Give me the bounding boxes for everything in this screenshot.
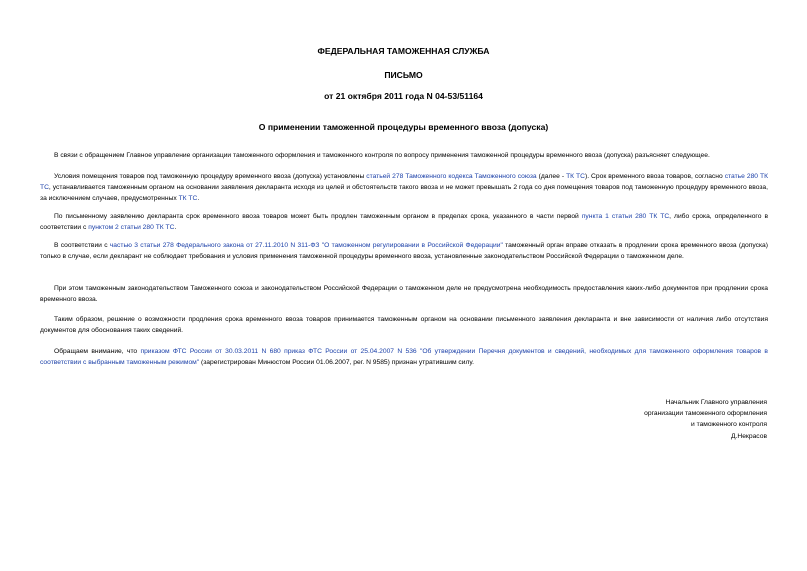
link-article-278-tk-ts[interactable]: статьей 278 Таможенного кодекса Таможенного союза: [366, 173, 537, 180]
paragraph-text: Обращаем внимание, что: [54, 348, 141, 355]
document-type-heading: ПИСЬМО: [384, 70, 423, 80]
paragraph-text: .: [197, 195, 200, 203]
paragraph-5: [40, 283, 768, 305]
paragraph-text: таможенный орган вправе отказать в продлении срока временного ввоза (допуска) только в случае, если декларант не соблюдает требования и условия применения таможенной процедуры временного ввоза, установленные законодательством Российской Федерации о таможенном деле.: [40, 242, 769, 261]
paragraph-text: Таким образом, решение о возможности продления срока временного ввоза товаров принимается таможенным органом на основании письменного заявления декларанта и вне зависимости от наличия либо отсутствия документов для обоснования таких сведений.: [40, 316, 768, 335]
paragraph-text: (далее -: [536, 173, 567, 180]
signature-position-line-2: организации таможенного оформления: [644, 410, 767, 418]
organization-heading: ФЕДЕРАЛЬНАЯ ТАМОЖЕННАЯ СЛУЖБА: [317, 46, 490, 56]
paragraph-7: [40, 346, 768, 368]
link-order-680[interactable]: приказом ФТС России от 30.03.2011 N 680: [140, 348, 281, 355]
paragraph-text: Условия помещения товаров под таможенную процедуру временного ввоза (допуска) установлены: [54, 173, 367, 180]
link-federal-law-311[interactable]: частью 3 статьи 278 Федерального закона от 27.11.2010 N 311-ФЗ "О таможенном регулировании в Российской Федерации": [109, 242, 503, 249]
paragraph-text: .: [174, 224, 177, 232]
document-date-number: от 21 октября 2011 года N 04-53/51164: [324, 91, 483, 101]
paragraph-text: При этом таможенным законодательством Таможенного союза и законодательством Российской Федерации о таможенном деле не предусмотрена необходимость предоставления каких-либо документов при продлении срока временного ввоза.: [40, 285, 768, 304]
link-point-1-article-280[interactable]: пункта 1 статьи 280 ТК ТС: [581, 213, 670, 220]
paragraph-text: (зарегистрирован Минюстом России 01.06.2007, рег. N 9585) признан утратившим силу.: [199, 359, 474, 367]
paragraph-3: [40, 211, 768, 233]
link-article-280-tk-ts[interactable]: статье 280 ТК ТС: [40, 173, 768, 192]
paragraph-text: В соответствии с: [54, 242, 110, 249]
paragraph-text: , устанавливается таможенным органом на основании заявления декларанта исходя из целей и обстоятельств такого ввоза и не может превышать 2 года со дня помещения товаров под таможенную процедуру временного ввоза, за исключением случаев, предусмотренных: [40, 184, 768, 203]
paragraph-text: В связи с обращением Главное управление организации таможенного оформления и таможенного контроля по вопросу применения таможенной процедуры временного ввоза (допуска) разъясняет следующее.: [54, 152, 710, 159]
signature-position-line-1: Начальник Главного управления: [665, 399, 767, 406]
paragraph-6: [40, 314, 768, 336]
paragraph-4: [40, 240, 768, 262]
paragraph-text: По письменному заявлению декларанта срок временного ввоза товаров может быть продлен таможенным органом в пределах срока, указанного в части первой: [54, 213, 582, 220]
signature-position-line-3: и таможенного контроля: [690, 421, 767, 429]
paragraph-text: , либо срока, определенного в соответствии с: [40, 213, 768, 232]
link-tk-ts[interactable]: ТК ТС: [178, 195, 198, 203]
paragraph-text: ). Срок временного ввоза товаров, согласно: [584, 173, 725, 180]
signature-name: Д.Некрасов: [731, 432, 767, 440]
link-point-2-article-280[interactable]: пунктом 2 статьи 280 ТК ТС: [88, 224, 175, 232]
document-title: О применении таможенной процедуры временного ввоза (допуска): [258, 122, 549, 132]
link-order-536[interactable]: приказ ФТС России от 25.04.2007 N 536 "Об утверждении Перечня документов и сведений, необходимых для таможенного оформления товаров в соответствии с выбранным таможенным режимом": [40, 348, 768, 367]
signature-block: [567, 397, 767, 442]
paragraph-2: [40, 171, 768, 205]
link-tk-ts[interactable]: ТК ТС: [566, 173, 585, 180]
paragraph-1: [40, 150, 768, 161]
